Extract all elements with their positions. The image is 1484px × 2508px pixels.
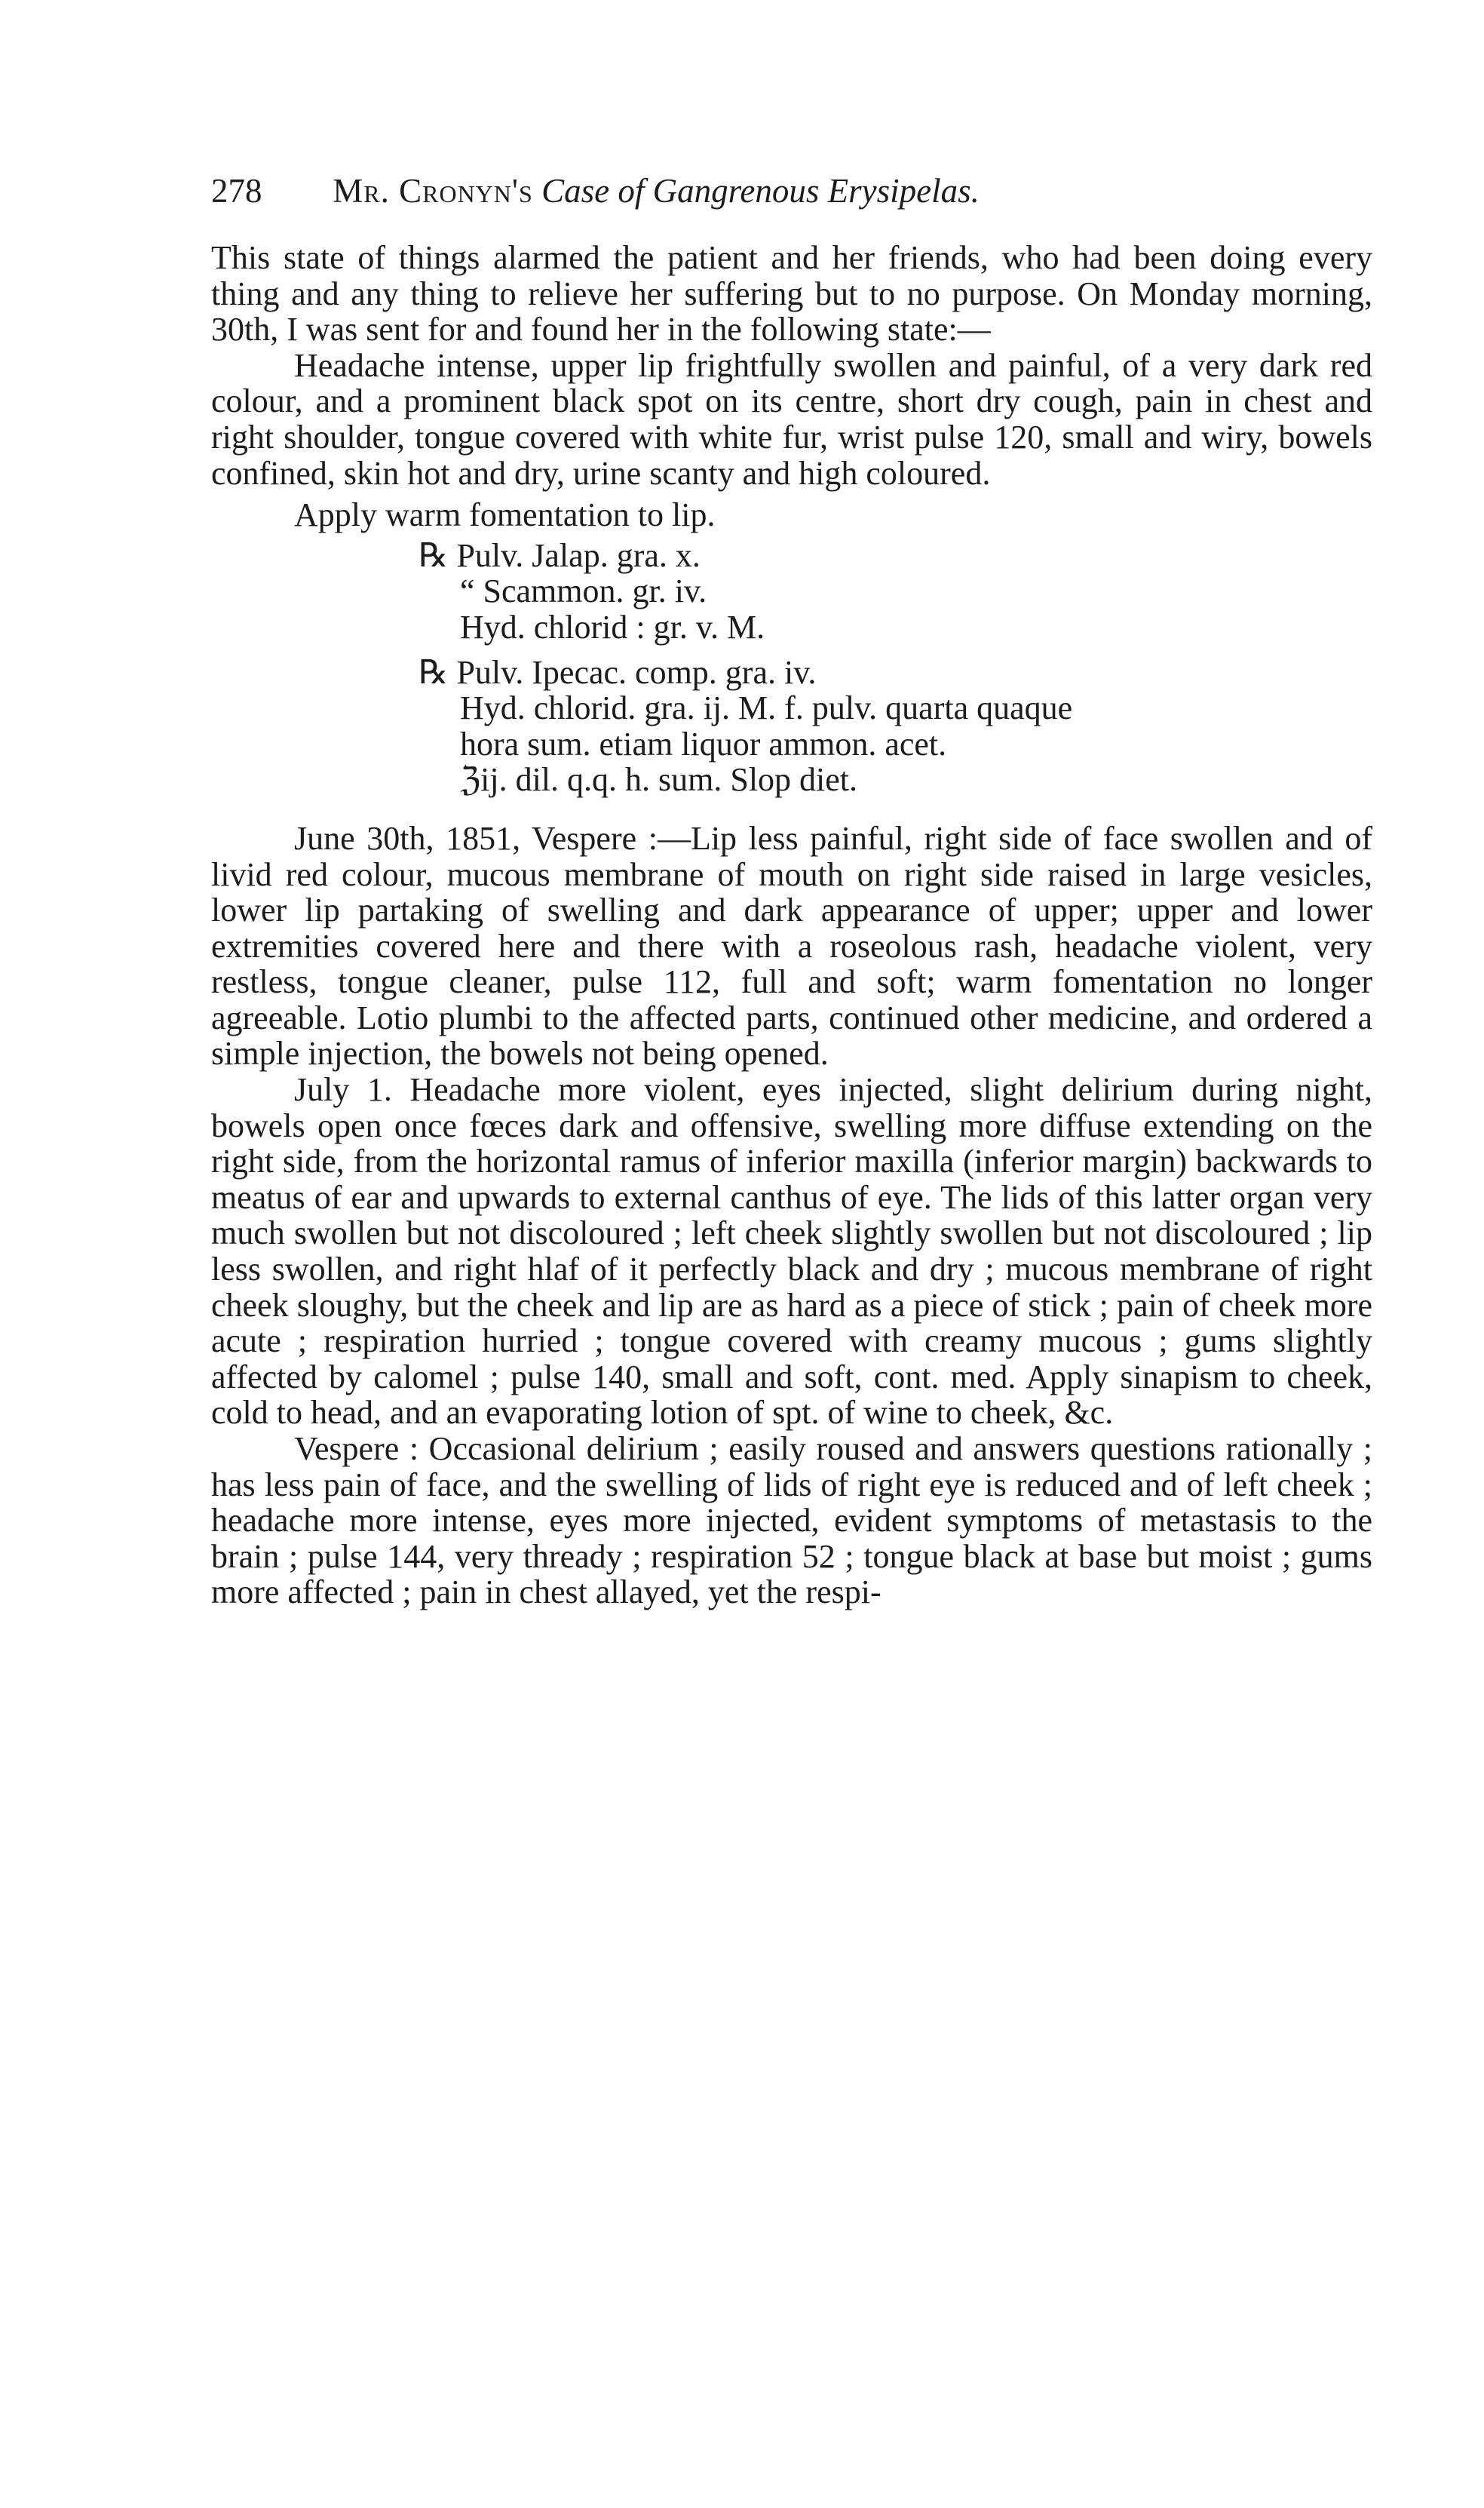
- header-author: Mr. Cronyn's: [333, 172, 533, 210]
- paragraph-patient-state: This state of things alarmed the patient and her friends, who had been doing every thing and any thing to relieve her suffering but to no purpose. On Monday morning, 30th, I was sent for and found her in the following state:—: [211, 239, 1372, 348]
- header-title: Case of Gangrenous Erysipelas.: [541, 172, 980, 210]
- running-header: [211, 164, 1372, 217]
- paragraph-june-30: June 30th, 1851, Vespere :—Lip less painful, right side of face swollen and of livid red colour, mucous membrane of mouth on right side raised in large vesicles, lower lip partaking of swelling and dark appearance of upper; upper and lower extremities covered here and there with a roseolous rash, headache violent, very restless, tongue cleaner, pulse 112, full and soft; warm fomentation no longer agreeable. Lotio plumbi to the affected parts, continued other medicine, and ordered a simple injection, the bowels not being opened.: [211, 819, 1372, 1073]
- prescription-line: ℞ Pulv. Ipecac. comp. gra. iv.: [419, 653, 817, 691]
- prescription-line: “ Scammon. gr. iv.: [460, 573, 707, 610]
- prescription-line: ℞ Pulv. Jalap. gra. x.: [419, 536, 701, 574]
- prescription-2: [211, 655, 1372, 798]
- paragraph-vespere: Vespere : Occasional delirium ; easily roused and answers questions rationally ; has less pain of face, and the swelling of lids of right eye is reduced and of left cheek ; headache more intense, eyes more injected, evident symptoms of metastasis to the brain ; pulse 144, very thready ; respiration 52 ; tongue black at base but moist ; gums more affected ; pain in chest allayed, yet the respi-: [211, 1430, 1372, 1611]
- prescription-1: [211, 538, 1372, 646]
- page-number: 278: [211, 172, 262, 210]
- spacer: [211, 798, 1372, 821]
- prescription-line: Hyd. chlorid. gra. ij. M. f. pulv. quarta quaque: [460, 689, 1073, 727]
- prescription-line: ℨij. dil. q.q. h. sum. Slop diet.: [460, 761, 858, 799]
- treatment-apply: Apply warm fomentation to lip.: [294, 496, 716, 534]
- paragraph-symptoms: Headache intense, upper lip frightfully swollen and painful, of a very dark red colour, and a prominent black spot on its centre, short dry cough, pain in chest and right shoulder, tongue covered with white fur, wrist pulse 120, small and wiry, bowels confined, skin hot and dry, urine scanty and high coloured.: [211, 346, 1372, 492]
- prescription-line: hora sum. etiam liquor ammon. acet.: [460, 725, 947, 763]
- prescription-line: Hyd. chlorid : gr. v. M.: [460, 608, 765, 646]
- page-body: [211, 240, 1372, 1610]
- paragraph-july-1: July 1. Headache more violent, eyes injected, slight delirium during night, bowels open once fœces dark and offensive, swelling more diffuse extending on the right side, from the horizontal ramus of inferior maxilla (inferior margin) backwards to meatus of ear and upwards to external canthus of eye. The lids of this latter organ very much swollen but not discoloured ; left cheek slightly swollen but not discoloured ; lip less swollen, and right hlaf of it perfectly black and dry ; mucous membrane of right cheek sloughy, but the cheek and lip are as hard as a piece of stick ; pain of cheek more acute ; respiration hurried ; tongue covered with creamy mucous ; gums slightly affected by calomel ; pulse 140, small and soft, cont. med. Apply sinapism to cheek, cold to head, and an evaporating lotion of spt. of wine to cheek, &c.: [211, 1071, 1372, 1432]
